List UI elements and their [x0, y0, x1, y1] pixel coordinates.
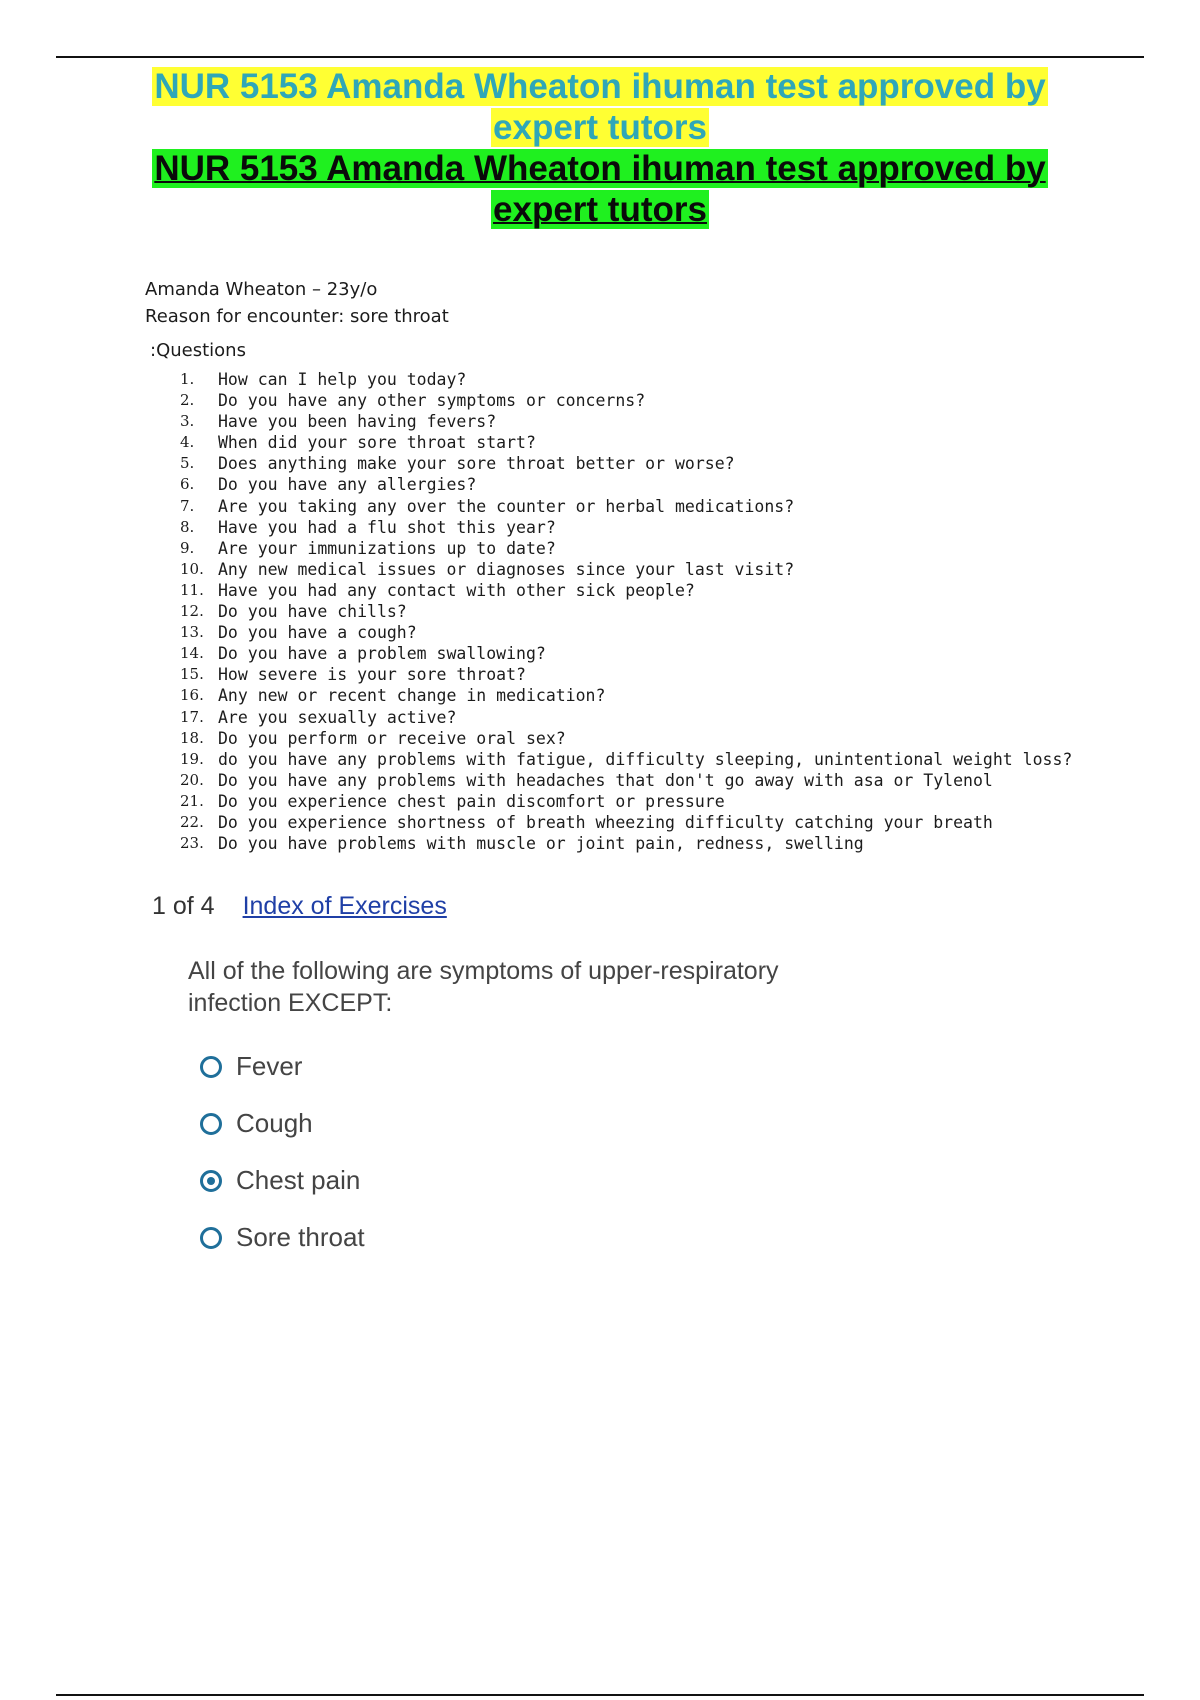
question-item [180, 622, 1072, 643]
question-item [180, 474, 1072, 495]
question-number: 18. [180, 728, 204, 747]
question-number: 13. [180, 623, 204, 642]
patient-info [145, 276, 449, 330]
encounter-reason: Reason for encounter: sore throat [145, 306, 449, 327]
question-item [180, 833, 1072, 854]
question-text: When did your sore throat start? [218, 433, 536, 453]
question-number: 21. [180, 791, 204, 810]
question-text: Do you have any problems with headaches that don't go away with asa or Tylenol [218, 770, 993, 790]
question-text: How severe is your sore throat? [218, 665, 526, 685]
question-number: 9. [180, 538, 195, 557]
question-item [180, 601, 1072, 622]
exercise-header [152, 892, 447, 921]
question-text: Are you sexually active? [218, 707, 457, 727]
question-item [180, 707, 1072, 728]
question-text: Have you been having fevers? [218, 412, 497, 432]
question-text: Any new medical issues or diagnoses since your last visit? [218, 559, 795, 579]
questions-label: :Questions [150, 340, 246, 361]
question-item [180, 517, 1072, 538]
question-text: Have you had a flu shot this year? [218, 517, 556, 537]
title-yellow-line-1: NUR 5153 Amanda Wheaton ihuman test approved by [154, 67, 1046, 106]
question-item [180, 685, 1072, 706]
top-rule [56, 56, 1144, 58]
answer-option-label: Chest pain [236, 1165, 361, 1195]
question-item [180, 770, 1072, 791]
question-item [180, 749, 1072, 770]
question-item [180, 664, 1072, 685]
question-item [180, 369, 1072, 390]
question-number: 6. [180, 475, 195, 494]
question-number: 11. [180, 580, 204, 599]
question-text: Do you have a problem swallowing? [218, 644, 546, 664]
radio-unselected-icon[interactable] [200, 1056, 222, 1078]
question-item [180, 538, 1072, 559]
exercise-question: All of the following are symptoms of upper-respiratory infection EXCEPT: [188, 957, 779, 1017]
question-text: Do you perform or receive oral sex? [218, 728, 566, 748]
question-number: 5. [180, 454, 195, 473]
question-item [180, 432, 1072, 453]
index-of-exercises-link[interactable]: Index of Exercises [242, 892, 447, 920]
answer-option-label: Sore throat [236, 1222, 365, 1252]
title-green-line-2: expert tutors [493, 190, 707, 229]
question-item [180, 453, 1072, 474]
answer-option[interactable] [200, 1152, 365, 1209]
patient-name-age: Amanda Wheaton – 23y/o [145, 279, 378, 300]
answer-option[interactable] [200, 1095, 365, 1152]
question-text: How can I help you today? [218, 370, 467, 389]
question-text: Do you have any other symptoms or concerns? [218, 391, 646, 411]
question-text: Have you had any contact with other sick people? [218, 580, 695, 600]
question-item [180, 411, 1072, 432]
answer-options [200, 1038, 365, 1266]
question-text: Are you taking any over the counter or herbal medications? [218, 496, 795, 516]
question-number: 14. [180, 644, 204, 663]
question-number: 8. [180, 517, 195, 536]
answer-option[interactable] [200, 1209, 365, 1266]
radio-unselected-icon[interactable] [200, 1227, 222, 1249]
questions-list [180, 369, 1072, 854]
title-yellow-line-2: expert tutors [493, 108, 707, 147]
question-text: Do you experience shortness of breath wheezing difficulty catching your breath [218, 812, 993, 832]
document-title [56, 66, 1144, 230]
question-number: 4. [180, 433, 195, 452]
question-item [180, 812, 1072, 833]
question-text: Do you have a cough? [218, 623, 417, 643]
question-item [180, 390, 1072, 411]
question-text: do you have any problems with fatigue, difficulty sleeping, unintentional weight loss? [218, 749, 1073, 769]
question-text: Are your immunizations up to date? [218, 538, 556, 558]
question-number: 17. [180, 707, 204, 726]
question-item [180, 580, 1072, 601]
question-number: 19. [180, 749, 204, 768]
question-item [180, 559, 1072, 580]
question-number: 2. [180, 391, 195, 410]
question-number: 15. [180, 665, 204, 684]
question-number: 10. [180, 559, 204, 578]
answer-option-label: Fever [236, 1051, 303, 1081]
question-number: 23. [180, 834, 204, 853]
question-item [180, 728, 1072, 749]
radio-selected-icon[interactable] [200, 1170, 222, 1192]
question-number: 12. [180, 602, 204, 621]
question-text: Any new or recent change in medication? [218, 686, 606, 706]
title-green-line-1: NUR 5153 Amanda Wheaton ihuman test approved by [154, 149, 1046, 188]
question-text: Do you have any allergies? [218, 475, 477, 495]
question-item [180, 496, 1072, 517]
question-item [180, 643, 1072, 664]
question-number: 1. [180, 370, 195, 388]
question-text: Do you have chills? [218, 602, 407, 622]
question-number: 3. [180, 412, 195, 431]
question-text: Do you experience chest pain discomfort or pressure [218, 791, 725, 811]
answer-option-label: Cough [236, 1108, 313, 1138]
question-number: 16. [180, 686, 204, 705]
question-number: 20. [180, 770, 204, 789]
bottom-rule [56, 1694, 1144, 1696]
question-item [180, 791, 1072, 812]
radio-unselected-icon[interactable] [200, 1113, 222, 1135]
question-number: 7. [180, 496, 195, 515]
question-number: 22. [180, 812, 204, 831]
question-text: Do you have problems with muscle or joint pain, redness, swelling [218, 834, 864, 854]
question-text: Does anything make your sore throat better or worse? [218, 454, 735, 474]
answer-option[interactable] [200, 1038, 365, 1095]
exercise-counter: 1 of 4 [152, 892, 215, 920]
